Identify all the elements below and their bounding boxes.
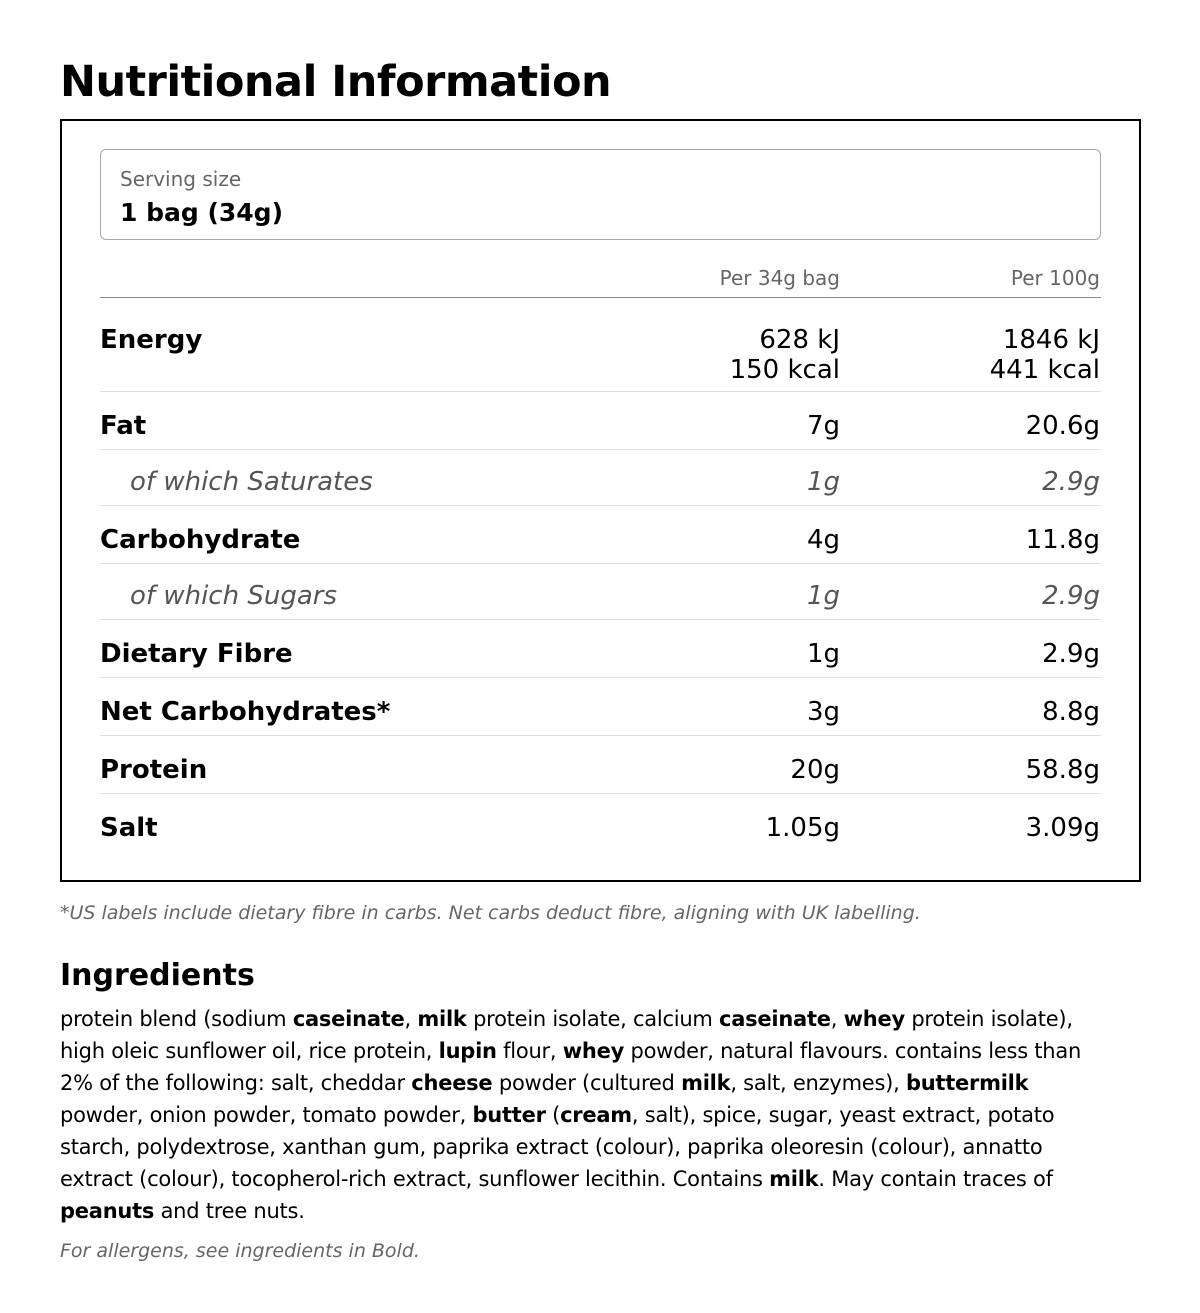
- ingredients-line: [60, 1003, 1142, 1035]
- protein-per-100g: 58.8g: [1025, 755, 1100, 785]
- ingredient-text: powder (cultured: [492, 1071, 682, 1095]
- energy-per-bag-kj: 628 kJ: [759, 325, 840, 355]
- ingredients-text: [60, 1003, 1142, 1227]
- allergen-term: whey: [843, 1007, 905, 1031]
- ingredient-text: ,: [404, 1007, 418, 1031]
- ingredients-line: [60, 1035, 1142, 1067]
- ingredients-line: [60, 1099, 1142, 1131]
- nutrient-name: Dietary Fibre: [100, 639, 293, 669]
- nutrient-row-salt: [100, 794, 1101, 852]
- nutrient-name: Fat: [100, 411, 147, 441]
- allergen-note: For allergens, see ingredients in Bold.: [60, 1240, 420, 1262]
- ingredient-text: (: [545, 1103, 561, 1127]
- ingredient-text: 2% of the following: salt, cheddar: [60, 1071, 412, 1095]
- saturates-per-bag: 1g: [806, 467, 840, 497]
- nutrient-row-fibre: [100, 620, 1101, 678]
- sugars-per-100g: 2.9g: [1042, 581, 1100, 611]
- allergen-term: caseinate: [719, 1007, 831, 1031]
- allergen-term: milk: [681, 1071, 731, 1095]
- ingredient-text: flour,: [496, 1039, 563, 1063]
- column-header-per-bag: Per 34g bag: [719, 266, 840, 290]
- nutrient-name: Carbohydrate: [100, 525, 301, 555]
- nutrient-row-fat: [100, 392, 1101, 450]
- nutrient-name: Salt: [100, 813, 158, 843]
- fat-per-bag: 7g: [806, 411, 840, 441]
- carbohydrate-per-bag: 4g: [806, 525, 840, 555]
- ingredient-text: protein isolate),: [904, 1007, 1073, 1031]
- nutrient-row-energy: [100, 298, 1101, 392]
- allergen-term: cream: [560, 1103, 632, 1127]
- ingredients-line: [60, 1163, 1142, 1195]
- net-carbs-footnote: *US labels include dietary fibre in carbs. Net carbs deduct fibre, aligning with UK labelling.: [60, 902, 921, 924]
- energy-per-bag-kcal: 150 kcal: [729, 355, 840, 385]
- allergen-term: caseinate: [292, 1007, 405, 1031]
- carbohydrate-per-100g: 11.8g: [1025, 525, 1100, 555]
- ingredient-text: powder, onion powder, tomato powder,: [60, 1103, 473, 1127]
- ingredients-title: Ingredients: [60, 958, 255, 993]
- energy-per-100g-kcal: 441 kcal: [989, 355, 1100, 385]
- serving-size-label: Serving size: [120, 167, 242, 191]
- nutrient-name: of which Sugars: [130, 581, 337, 611]
- ingredient-text: and tree nuts.: [154, 1199, 305, 1223]
- allergen-term: milk: [769, 1167, 819, 1191]
- allergen-term: milk: [417, 1007, 467, 1031]
- salt-per-bag: 1.05g: [765, 813, 840, 843]
- allergen-term: cheese: [411, 1071, 493, 1095]
- allergen-term: peanuts: [60, 1199, 155, 1223]
- ingredient-text: high oleic sunflower oil, rice protein,: [60, 1039, 439, 1063]
- net-carbs-per-bag: 3g: [806, 697, 840, 727]
- ingredient-text: protein blend (sodium: [60, 1007, 293, 1031]
- fat-per-100g: 20.6g: [1025, 411, 1100, 441]
- nutrient-row-saturates: [100, 450, 1101, 506]
- saturates-per-100g: 2.9g: [1042, 467, 1100, 497]
- allergen-term: lupin: [438, 1039, 497, 1063]
- allergen-term: butter: [472, 1103, 546, 1127]
- nutrient-row-sugars: [100, 564, 1101, 620]
- net-carbs-per-100g: 8.8g: [1042, 697, 1100, 727]
- ingredient-text: starch, polydextrose, xanthan gum, paprika extract (colour), paprika oleoresin (colour), annatto: [60, 1135, 1043, 1159]
- ingredients-line: [60, 1195, 1142, 1227]
- serving-size-box: [100, 149, 1101, 240]
- nutrient-name: of which Saturates: [130, 467, 373, 497]
- nutrient-row-carbohydrate: [100, 506, 1101, 564]
- nutrient-row-protein: [100, 736, 1101, 794]
- nutrient-row-net-carbs: [100, 678, 1101, 736]
- fibre-per-100g: 2.9g: [1042, 639, 1100, 669]
- ingredient-text: . May contain traces of: [818, 1167, 1053, 1191]
- ingredients-line: [60, 1131, 1142, 1163]
- column-header-per-100g: Per 100g: [1010, 266, 1100, 290]
- protein-per-bag: 20g: [790, 755, 840, 785]
- serving-size-value: 1 bag (34g): [120, 198, 284, 227]
- sugars-per-bag: 1g: [806, 581, 840, 611]
- page-title: Nutritional Information: [60, 57, 612, 107]
- ingredients-line: [60, 1067, 1142, 1099]
- nutrient-name: Energy: [100, 325, 203, 355]
- salt-per-100g: 3.09g: [1025, 813, 1100, 843]
- ingredient-text: ,: [830, 1007, 844, 1031]
- allergen-term: buttermilk: [905, 1071, 1029, 1095]
- allergen-term: whey: [562, 1039, 625, 1063]
- nutrient-name: Protein: [100, 755, 208, 785]
- energy-per-100g-kj: 1846 kJ: [1002, 325, 1100, 355]
- ingredient-text: powder, natural flavours. contains less than: [624, 1039, 1082, 1063]
- nutrient-name: Net Carbohydrates*: [100, 697, 391, 727]
- ingredient-text: , salt), spice, sugar, yeast extract, potato: [631, 1103, 1055, 1127]
- ingredient-text: extract (colour), tocopherol-rich extract, sunflower lecithin. Contains: [60, 1167, 770, 1191]
- ingredient-text: , salt, enzymes),: [730, 1071, 906, 1095]
- ingredient-text: protein isolate, calcium: [466, 1007, 720, 1031]
- fibre-per-bag: 1g: [806, 639, 840, 669]
- nutrition-table: [60, 119, 1141, 882]
